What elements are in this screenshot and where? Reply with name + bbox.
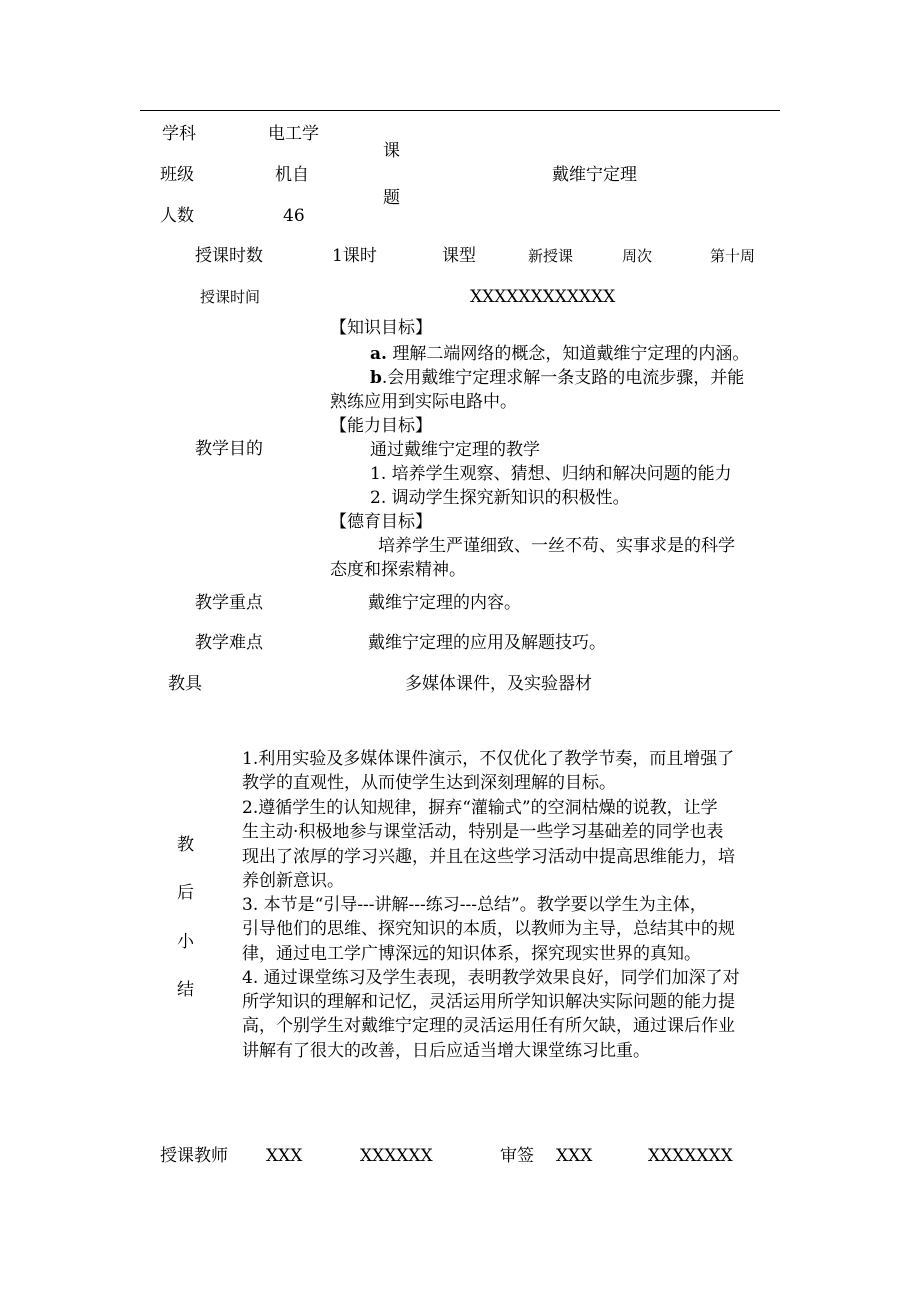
type-value: 新授课 (528, 247, 574, 265)
moral-title: 【德育目标】 (330, 512, 432, 532)
reflection-line: 教学的直观性，从而使学生达到深刻理解的目标。 (242, 773, 616, 793)
reflection-line: 1.利用实验及多媒体课件演示，不仅优化了教学节奏，而且增强了 (242, 749, 735, 769)
reflection-line: 2.遵循学生的认知规律，摒弃“灌输式”的空洞枯燥的说教，让学 (242, 798, 718, 818)
week-label: 周次 (622, 247, 653, 265)
reflection-line: 养创新意识。 (242, 871, 344, 891)
review-extra: XXXXXXX (648, 1146, 733, 1166)
reflection-label-char: 后 (177, 883, 194, 903)
subject-value: 电工学 (268, 124, 319, 144)
topic-label-1: 课 (383, 141, 400, 161)
reflection-line: 律，通过电工学广博深远的知识体系，探究现实世界的真知。 (242, 944, 701, 964)
reflection-label-char: 小 (177, 932, 194, 952)
goal-b-mark: b (370, 368, 382, 388)
review-label: 审签 (500, 1146, 534, 1166)
topic-value: 戴维宁定理 (552, 165, 637, 185)
reflection-line: 讲解有了很大的改善，日后应适当增大课堂练习比重。 (242, 1041, 650, 1061)
week-value: 第十周 (710, 247, 756, 265)
goals-label: 教学目的 (195, 439, 263, 459)
class-label: 班级 (160, 165, 194, 185)
time-label: 授课时间 (200, 288, 261, 306)
difficulty-value: 戴维宁定理的应用及解题技巧。 (368, 633, 606, 653)
goal-b-text-2: 熟练应用到实际电路中。 (330, 392, 517, 412)
teacher-label: 授课教师 (160, 1146, 228, 1166)
ability-intro: 通过戴维宁定理的教学 (370, 440, 540, 460)
reflection-line: 现出了浓厚的学习兴趣，并且在这些学习活动中提高思维能力，培 (242, 847, 735, 867)
reflection-line: 高，个别学生对戴维宁定理的灵活运用任有所欠缺，通过课后作业 (242, 1016, 735, 1036)
ability-item-2: 2. 调动学生探究新知识的积极性。 (370, 488, 630, 508)
class-value: 机自 (275, 165, 309, 185)
hours-label: 授课时数 (195, 246, 263, 266)
reflection-line: 生主动·积极地参与课堂活动，特别是一些学习基础差的同学也表 (242, 822, 724, 842)
key-value: 戴维宁定理的内容。 (368, 593, 521, 613)
reflection-line: 4. 通过课堂练习及学生表现，表明教学效果良好，同学们加深了对 (242, 968, 740, 988)
key-label: 教学重点 (195, 593, 263, 613)
tools-value: 多媒体课件，及实验器材 (405, 674, 592, 694)
moral-text-2: 态度和探索精神。 (330, 560, 466, 580)
reflection-line: 引导他们的思维、探究知识的本质，以教师为主导，总结其中的规 (242, 919, 735, 939)
review-value: XXX (556, 1146, 593, 1166)
count-label: 人数 (160, 206, 194, 226)
teacher-extra: XXXXXX (360, 1146, 433, 1166)
tools-label: 教具 (168, 674, 202, 694)
goal-b (370, 370, 744, 387)
type-label: 课型 (442, 246, 476, 266)
knowledge-title: 【知识目标】 (330, 318, 432, 338)
goal-a (370, 346, 749, 363)
time-value: XXXXXXXXXXXX (470, 287, 616, 307)
goal-a-text: 理解二端网络的概念，知道戴维宁定理的内涵。 (392, 344, 750, 364)
goal-b-text-1: .会用戴维宁定理求解一条支路的电流步骤，并能 (381, 368, 745, 388)
count-value: 46 (283, 206, 305, 226)
reflection-line: 所学知识的理解和记忆，灵活运用所学知识解决实际问题的能力提 (242, 992, 735, 1012)
reflection-label-char: 教 (177, 835, 194, 855)
top-rule (140, 110, 780, 111)
moral-text-1: 培养学生严谨细致、一丝不苟、实事求是的科学 (378, 536, 735, 556)
topic-label-2: 题 (383, 188, 400, 208)
teacher-value: XXX (266, 1146, 303, 1166)
hours-value: 1课时 (332, 246, 377, 266)
ability-title: 【能力目标】 (330, 416, 432, 436)
reflection-label-char: 结 (177, 980, 194, 1000)
subject-label: 学科 (162, 124, 196, 144)
difficulty-label: 教学难点 (195, 633, 263, 653)
reflection-line: 3. 本节是“引导---讲解---练习---总结”。教学要以学生为主体， (242, 895, 707, 915)
goal-a-mark: a. (370, 344, 387, 364)
ability-item-1: 1. 培养学生观察、猜想、归纳和解决问题的能力 (370, 464, 732, 484)
